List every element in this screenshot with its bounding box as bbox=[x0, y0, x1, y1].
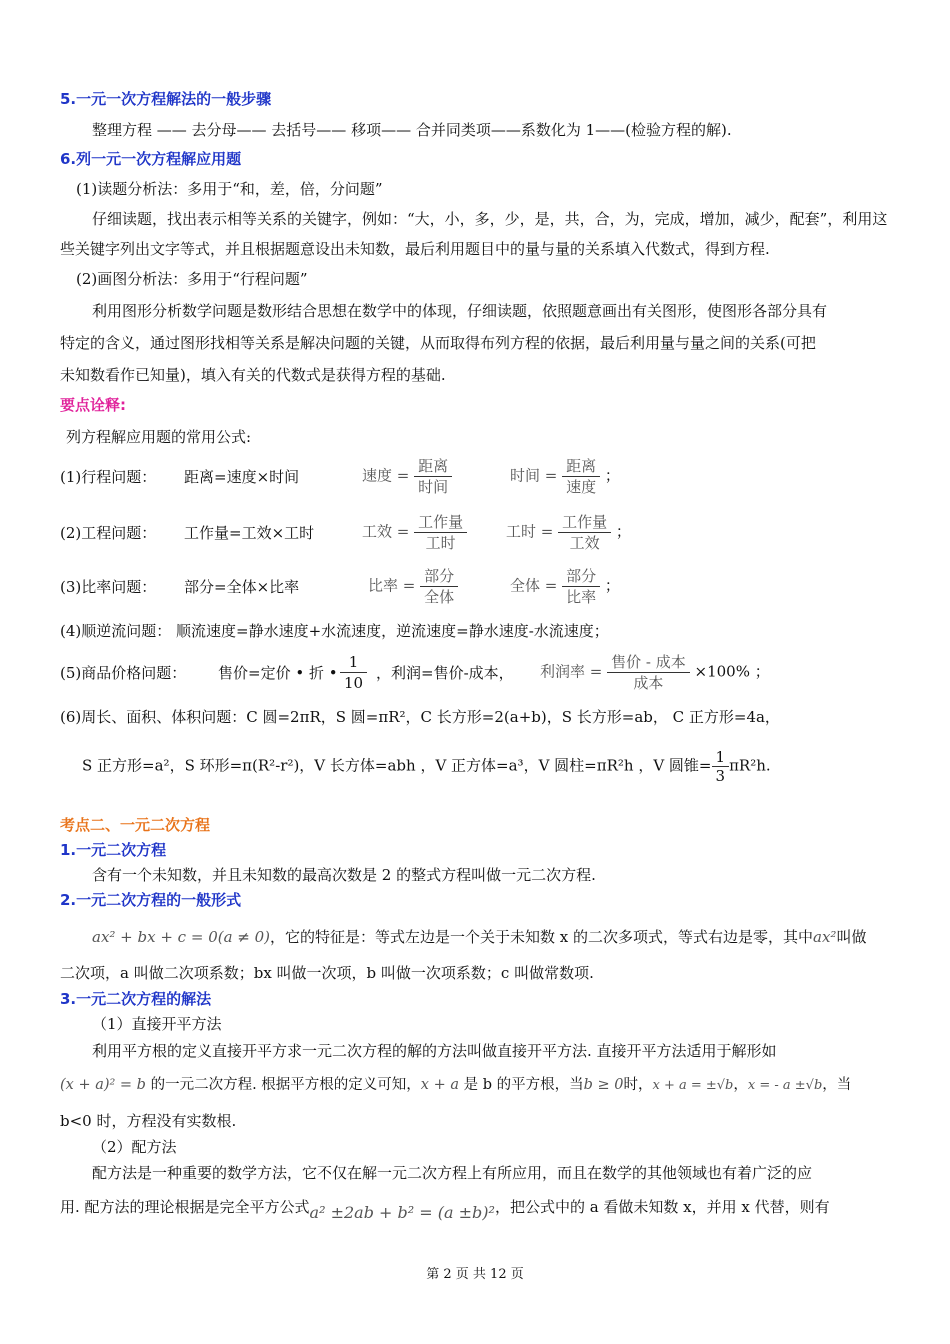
fraction-lhs: 速度 = bbox=[362, 466, 410, 485]
fraction-numerator: 距离 bbox=[562, 456, 600, 477]
formula-3-a bbox=[368, 566, 458, 607]
topic-2-section-2-heading: 2.一元二次方程的一般形式 bbox=[60, 891, 242, 909]
formula-5-fraction bbox=[340, 652, 367, 693]
section-6-heading: 6.列一元一次方程解应用题 bbox=[60, 150, 242, 168]
square-form-formula: (x + a)² = b bbox=[60, 1077, 146, 1093]
formula-6-line-1: (6)周长、面积、体积问题：C 圆=2πR，S 圆=πR²，C 长方形=2(a+b)，S 长方形=ab， C 正方形=4a， bbox=[60, 708, 780, 726]
notes-heading: 要点诠释: bbox=[60, 396, 126, 414]
fraction-denominator: 10 bbox=[344, 674, 364, 692]
fraction-denominator: 工时 bbox=[425, 534, 456, 552]
fraction-numerator: 工作量 bbox=[558, 512, 611, 533]
fraction-lhs: 比率 = bbox=[368, 576, 416, 595]
fraction bbox=[562, 456, 600, 497]
formula-6-line-2a: S 正方形=a²，S 环形=π(R²-r²)，V 长方体=abh ，V 正方体=a³，V 圆柱=πR²h ，V 圆锥= bbox=[82, 756, 712, 775]
method-2-title: (2)画图分析法：多用于“行程问题” bbox=[76, 270, 308, 288]
section-5-heading: 5.一元一次方程解法的一般步骤 bbox=[60, 90, 272, 108]
formula-2-label: (2)工程问题： bbox=[60, 524, 157, 542]
text: 用. 配方法的理论根据是完全平方公式 bbox=[60, 1198, 310, 1216]
formula-end: ； bbox=[604, 466, 620, 485]
fraction-lhs: 利润率 = bbox=[540, 662, 603, 681]
general-form-line bbox=[92, 926, 866, 948]
formula-tail: ×100% ； bbox=[694, 662, 770, 681]
fraction bbox=[562, 566, 600, 607]
topic-2-section-1-text: 含有一个未知数，并且未知数的最高次数是 2 的整式方程叫做一元二次方程. bbox=[92, 866, 596, 884]
fraction-numerator: 售价 - 成本 bbox=[607, 652, 690, 673]
formula-4: (4)顺逆流问题： 顺流速度=静水速度+水流速度，逆流速度=静水速度-水流速度； bbox=[60, 622, 609, 640]
topic-2-section-1-heading: 1.一元二次方程 bbox=[60, 841, 167, 859]
formula-6-line-2b: πR²h. bbox=[729, 756, 771, 775]
formula-2-equation: 工作量=工效×工时 bbox=[184, 524, 315, 542]
quadratic-term-formula: ax² bbox=[813, 928, 837, 946]
fraction-denominator: 时间 bbox=[418, 478, 449, 496]
general-form-text-end: 叫做 bbox=[836, 928, 867, 946]
page-footer: 第 2 页 共 12 页 bbox=[426, 1267, 524, 1282]
notes-intro: 列方程解应用题的常用公式: bbox=[66, 428, 252, 446]
fraction-denominator: 成本 bbox=[633, 674, 664, 692]
formula-6-line-2 bbox=[82, 748, 771, 785]
method-2-line-1: 利用图形分析数学问题是数形结合思想在数学中的体现，仔细读题，依照题意画出有关图形，使图形各部分具有 bbox=[92, 302, 828, 320]
method-1-line-2: 些关键字列出文字等式，并且根据题意设出未知数，最后利用题目中的量与量的关系填入代数式，得到方程. bbox=[60, 240, 770, 258]
text: ，当 bbox=[822, 1077, 852, 1093]
formula-end: ； bbox=[615, 522, 631, 541]
fraction-numerator: 部分 bbox=[420, 566, 458, 587]
method-1-line-1: 仔细读题，找出表示相等关系的关键字，例如：“大，小，多，少，是，共，合，为，完成，增加，减少，配套”，利用这 bbox=[92, 210, 888, 228]
solve-method-2-line-1: 配方法是一种重要的数学方法，它不仅在解一元二次方程上有所应用，而且在数学的其他领域也有着广泛的应 bbox=[92, 1164, 813, 1182]
text: ， bbox=[733, 1077, 748, 1093]
fraction bbox=[420, 566, 458, 607]
solve-method-1-line-2 bbox=[60, 1074, 851, 1097]
solve-method-1-line-3: b<0 时，方程没有实数根. bbox=[60, 1112, 237, 1130]
b-nonnegative-formula: b ≥ 0 bbox=[583, 1077, 624, 1093]
fraction-numerator: 距离 bbox=[414, 456, 452, 477]
fraction-denominator: 速度 bbox=[566, 478, 597, 496]
perfect-square-formula: a² ±2ab + b² = (a ±b)² bbox=[309, 1203, 495, 1222]
solve-method-1-title: （1）直接开平方法 bbox=[92, 1015, 222, 1033]
formula-3-equation: 部分=全体×比率 bbox=[184, 578, 300, 596]
fraction bbox=[414, 456, 452, 497]
method-2-line-2: 特定的含义，通过图形找相等关系是解决问题的关键，从而取得布列方程的依据，最后利用量与量之间的关系(可把 bbox=[60, 334, 816, 352]
fraction-numerator: 1 bbox=[340, 652, 367, 673]
fraction-numerator: 工作量 bbox=[414, 512, 467, 533]
method-2-line-3: 未知数看作已知量)，填入有关的代数式是获得方程的基础. bbox=[60, 366, 446, 384]
fraction bbox=[712, 748, 730, 785]
fraction-lhs: 工效 = bbox=[362, 522, 410, 541]
fraction bbox=[340, 652, 367, 693]
fraction-lhs: 全体 = bbox=[510, 576, 558, 595]
fraction-numerator: 1 bbox=[712, 748, 730, 767]
formula-3-b bbox=[510, 566, 620, 607]
formula-2-a bbox=[362, 512, 467, 553]
fraction-denominator: 3 bbox=[715, 767, 726, 785]
formula-1-label: (1)行程问题： bbox=[60, 468, 157, 486]
formula-5-label: (5)商品价格问题： bbox=[60, 664, 187, 682]
method-1-title: (1)读题分析法：多用于“和，差，倍，分问题” bbox=[76, 180, 383, 198]
fraction-denominator: 比率 bbox=[566, 588, 597, 606]
formula-5-profit: ，利润=售价-成本， bbox=[376, 664, 514, 682]
formula-1-a bbox=[362, 456, 452, 497]
topic-2-section-3-heading: 3.一元二次方程的解法 bbox=[60, 990, 212, 1008]
solve-method-2-line-2 bbox=[60, 1196, 830, 1222]
root-formula-1: x + a = ±√b bbox=[652, 1078, 734, 1093]
general-form-formula: ax² + bx + c = 0(a ≠ 0) bbox=[92, 928, 271, 946]
fraction bbox=[607, 652, 690, 693]
fraction-lhs: 时间 = bbox=[510, 466, 558, 485]
solve-method-2-title: （2）配方法 bbox=[92, 1138, 177, 1156]
fraction-denominator: 工效 bbox=[569, 534, 600, 552]
text: 的一元二次方程. 根据平方根的定义可知， bbox=[150, 1077, 421, 1093]
fraction-lhs: 工时 = bbox=[506, 522, 554, 541]
section-5-steps: 整理方程 —— 去分母—— 去括号—— 移项—— 合并同类项——系数化为 1——(检验方程的解). bbox=[92, 121, 732, 139]
formula-5-rate bbox=[540, 652, 770, 693]
text: 是 b 的平方根，当 bbox=[463, 1077, 584, 1093]
fraction-numerator: 部分 bbox=[562, 566, 600, 587]
formula-5-equation: 售价=定价 • 折 • bbox=[218, 664, 338, 682]
root-formula-2: x = - a ±√b bbox=[747, 1078, 823, 1093]
fraction-denominator: 全体 bbox=[424, 588, 455, 606]
topic-2-heading: 考点二、一元二次方程 bbox=[60, 816, 211, 834]
formula-1-b bbox=[510, 456, 620, 497]
formula-1-equation: 距离=速度×时间 bbox=[184, 468, 300, 486]
x-plus-a-formula: x + a bbox=[420, 1077, 459, 1093]
formula-3-label: (3)比率问题： bbox=[60, 578, 157, 596]
text: ，把公式中的 a 看做未知数 x，并用 x 代替，则有 bbox=[494, 1198, 830, 1216]
fraction bbox=[558, 512, 611, 553]
formula-2-b bbox=[506, 512, 631, 553]
general-form-text: ，它的特征是：等式左边是一个关于未知数 x 的二次多项式，等式右边是零，其中 bbox=[270, 928, 814, 946]
formula-end: ； bbox=[604, 576, 620, 595]
general-form-terms: 二次项，a 叫做二次项系数；bx 叫做一次项，b 叫做一次项系数；c 叫做常数项. bbox=[60, 964, 594, 982]
text: 时， bbox=[623, 1077, 653, 1093]
fraction bbox=[414, 512, 467, 553]
solve-method-1-line-1: 利用平方根的定义直接开平方求一元二次方程的解的方法叫做直接开平方法. 直接开平方法适用于解形如 bbox=[92, 1042, 777, 1060]
